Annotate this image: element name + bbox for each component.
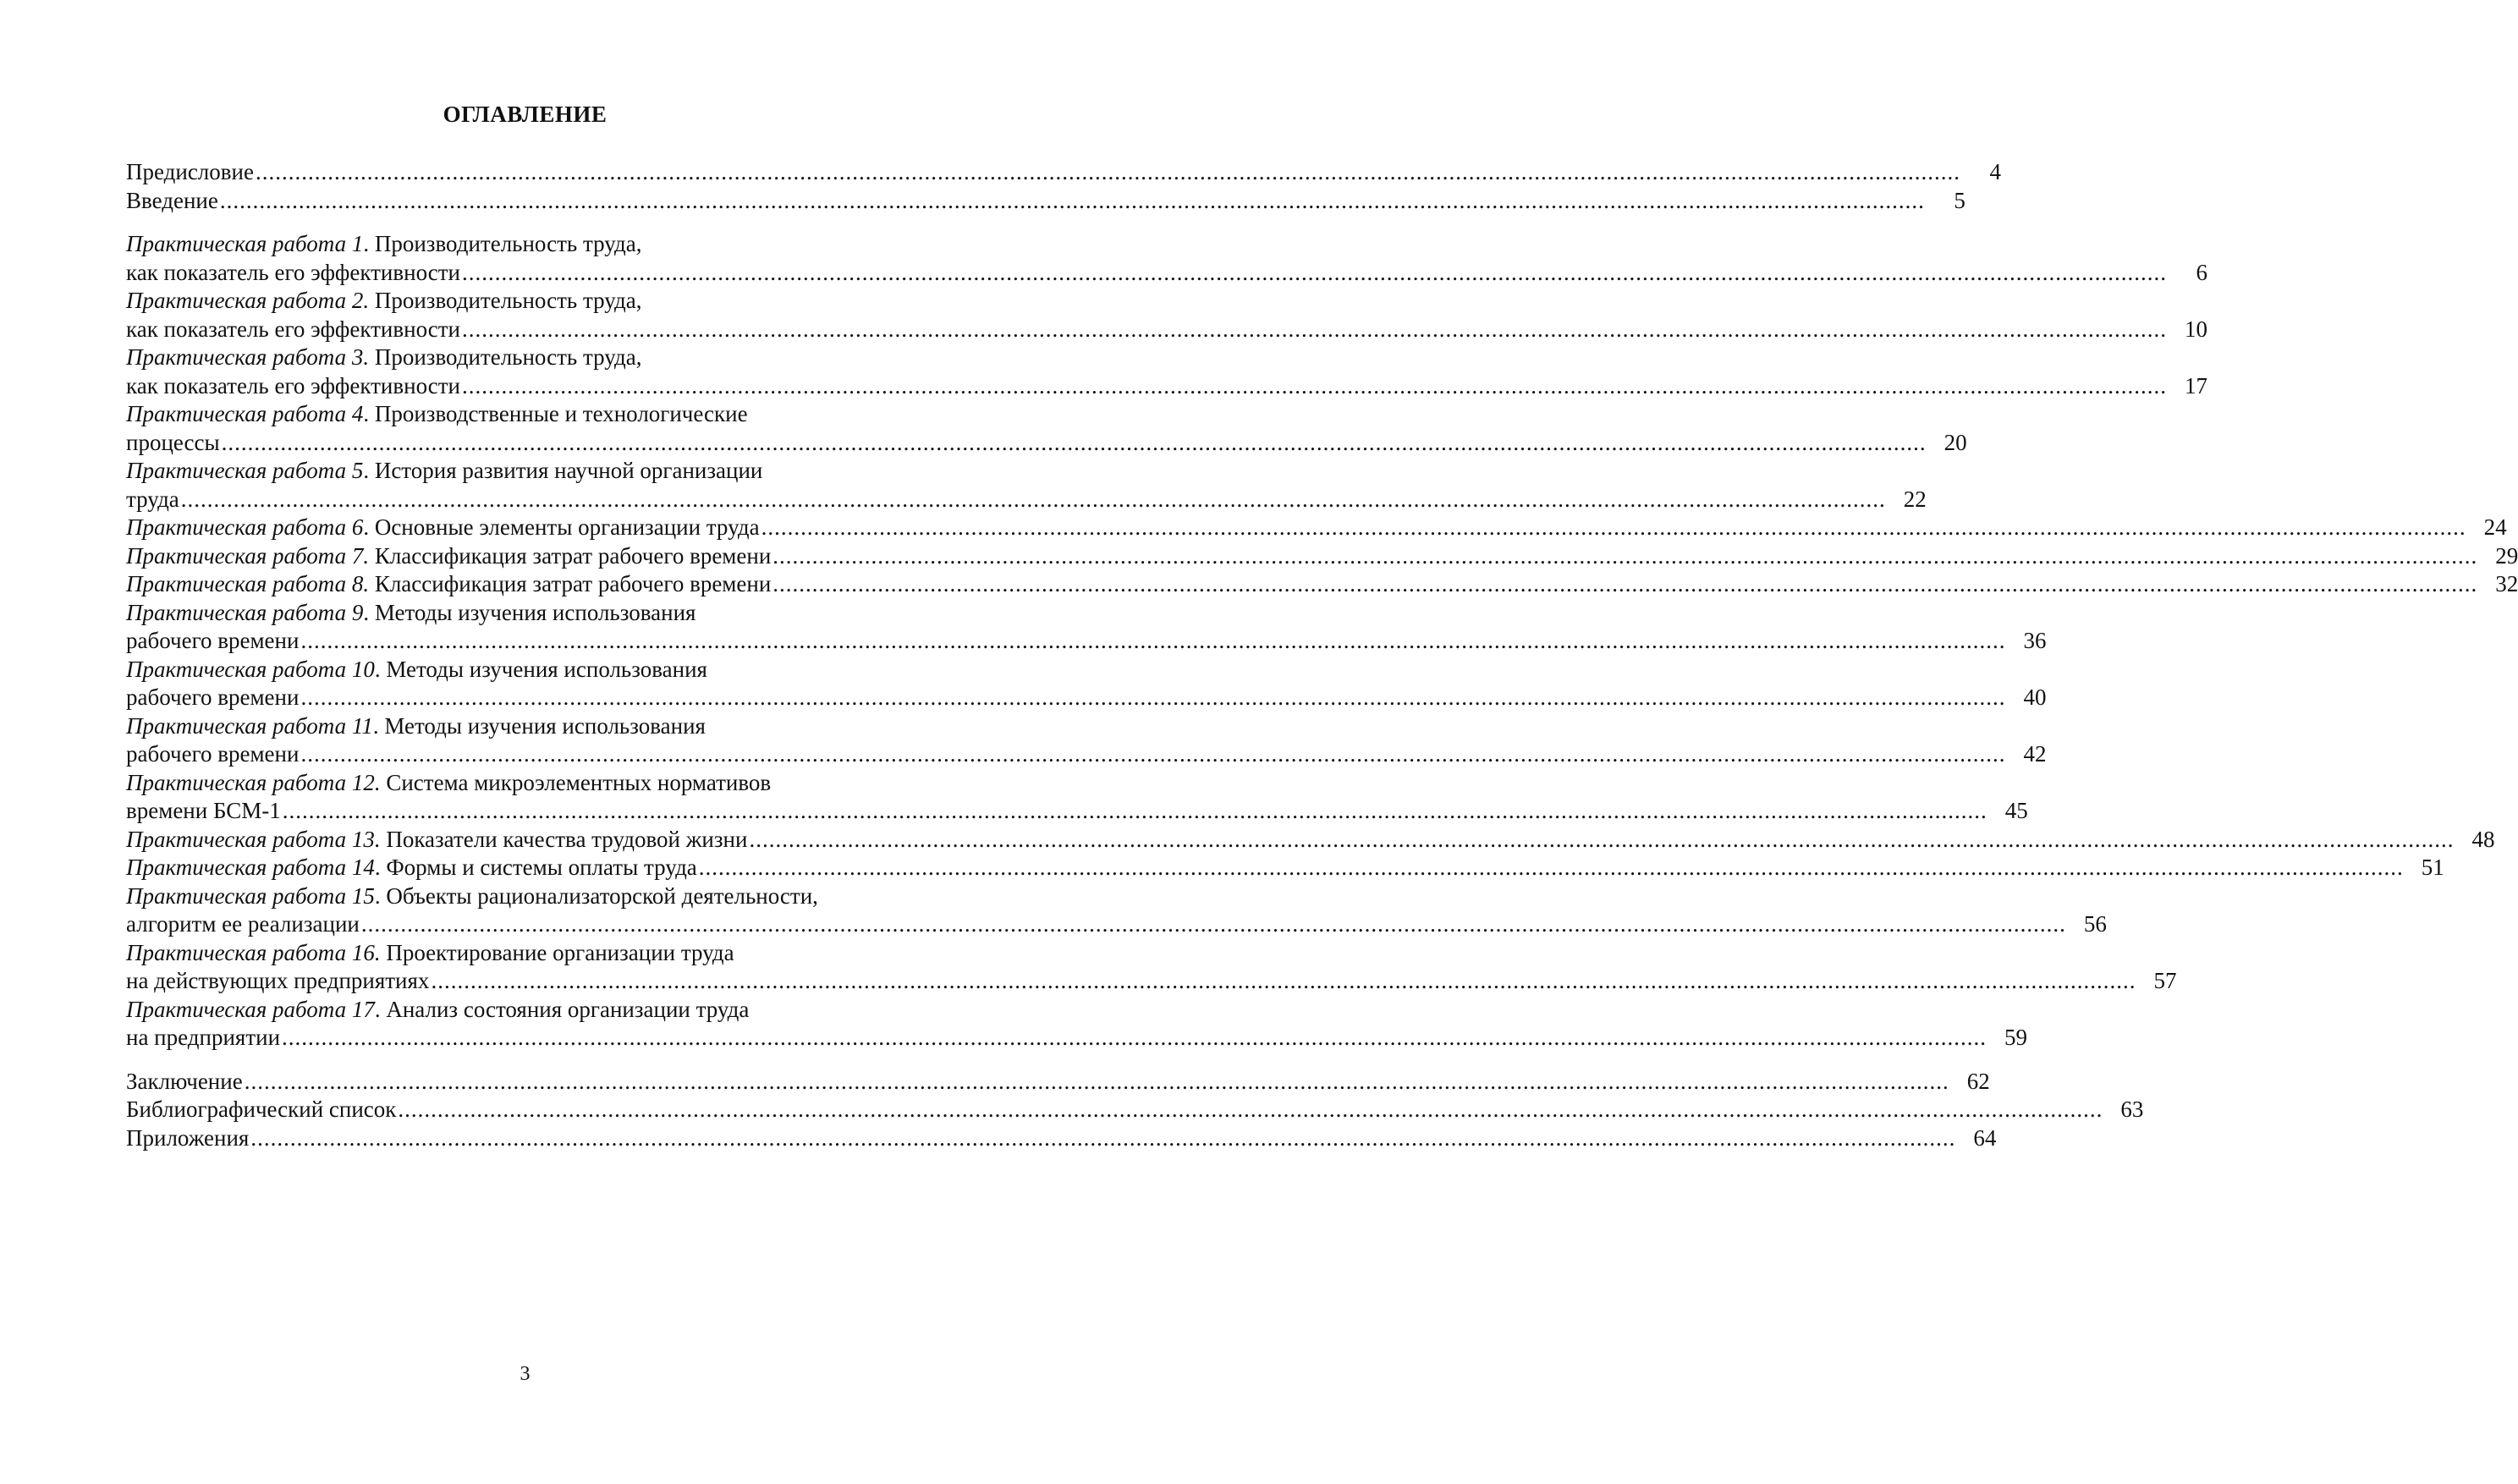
toc-front-matter	[126, 158, 2001, 215]
entry-page: 51	[2421, 855, 2444, 880]
entry-title	[126, 1024, 280, 1053]
entry-text: Введение	[126, 187, 218, 213]
entry-title	[126, 429, 220, 458]
entry-page: 62	[1966, 1068, 1990, 1094]
work-title: Производственные и технологические	[374, 401, 748, 426]
leader-dots: ....................................................................................................................................................................................................................................................................	[761, 514, 2466, 540]
entry-page: 63	[2120, 1097, 2144, 1122]
entry-last-line	[126, 627, 2047, 656]
toc-entry-practical-work	[126, 599, 2047, 656]
entry-line	[126, 570, 2518, 599]
entry-page: 59	[2004, 1025, 2028, 1050]
entry-last-line	[126, 486, 1927, 514]
work-title: Проектирование организации труда	[386, 939, 734, 965]
work-label: Практическая работа 11	[126, 712, 373, 739]
toc-entry-practical-work	[126, 996, 2028, 1053]
entry-first-line	[126, 656, 930, 684]
work-title: Основные элементы организации труда	[374, 514, 760, 540]
toc-entry-practical-work	[126, 457, 1927, 514]
entry-last-line	[126, 316, 2207, 344]
entry-title	[126, 486, 179, 514]
entry-page: 20	[1943, 429, 1967, 455]
entry-text: Библиографический список	[126, 1097, 397, 1122]
page-title: ОГЛАВЛЕНИЕ	[443, 102, 608, 127]
entry-title	[126, 684, 299, 712]
entry-title	[126, 797, 281, 826]
entry-first-line	[126, 939, 930, 968]
entry-text: Приложения	[126, 1124, 250, 1151]
leader-dots: ....................................................................................................................................................................................................................................................................	[282, 1025, 1987, 1050]
leader-dots: ....................................................................................................................................................................................................................................................................	[180, 486, 1886, 512]
work-title: Объекты рационализаторской деятельности,	[386, 882, 818, 909]
entry-page: 36	[2023, 628, 2047, 653]
work-separator: .	[372, 712, 385, 739]
leader-dots: ....................................................................................................................................................................................................................................................................	[772, 542, 2478, 569]
work-label: Практическая работа 3.	[126, 344, 370, 370]
entry-last-line	[126, 684, 2047, 712]
entry-page: 64	[1973, 1124, 1997, 1151]
work-label: Практическая работа 1	[126, 231, 364, 256]
toc-entry-practical-work	[126, 570, 2518, 599]
entry-title	[126, 259, 460, 288]
work-title: Формы и системы оплаты труда	[386, 855, 697, 880]
work-title: История развития научной организации	[374, 458, 763, 483]
work-label: Практическая работа 12.	[126, 769, 381, 795]
leader-dots: ....................................................................................................................................................................................................................................................................	[431, 968, 2136, 993]
toc-entry-practical-work	[126, 514, 2507, 542]
entry-first-line	[126, 882, 930, 911]
toc-entry-practical-work	[126, 656, 2047, 712]
entry-page: 10	[2184, 316, 2207, 342]
entry-last-line	[126, 372, 2207, 401]
work-title: Производительность труда,	[374, 231, 642, 256]
work-title: Методы изучения использования	[384, 712, 706, 739]
entry-first-line	[126, 996, 930, 1025]
toc-entry	[126, 1068, 1990, 1097]
entry-page: 5	[1954, 187, 1965, 213]
toc-entry-practical-work	[126, 344, 2207, 400]
leader-dots: ....................................................................................................................................................................................................................................................................	[698, 855, 2404, 880]
toc-entry-practical-work	[126, 826, 2495, 855]
entry-title	[126, 542, 771, 571]
entry-first-line	[126, 599, 930, 628]
work-separator	[369, 344, 375, 372]
work-title: Система микроэлементных нормативов	[386, 769, 772, 795]
work-separator: .	[363, 401, 375, 426]
toc-practical-works	[126, 230, 2518, 1053]
entry-title	[126, 740, 299, 769]
work-title-continued: труда	[126, 486, 179, 512]
entry-title	[126, 158, 254, 187]
toc-entry-practical-work	[126, 400, 1967, 457]
work-label: Практическая работа 10	[126, 656, 375, 682]
entry-title	[126, 826, 747, 855]
work-separator	[369, 287, 375, 316]
entry-first-line	[126, 769, 930, 798]
toc-entry-practical-work	[126, 882, 2107, 939]
entry-page: 17	[2184, 372, 2207, 398]
work-title-continued: на действующих предприятиях	[126, 968, 430, 993]
entry-first-line	[126, 400, 930, 429]
entry-title	[126, 1124, 249, 1153]
entry-title	[126, 187, 218, 216]
work-title-continued: как показатель его эффективности	[126, 372, 460, 398]
work-separator	[369, 543, 375, 569]
work-title-continued: на предприятии	[126, 1025, 281, 1050]
work-label: Практическая работа 15	[126, 882, 375, 909]
entry-page: 22	[1903, 486, 1927, 512]
leader-dots: ....................................................................................................................................................................................................................................................................	[772, 571, 2478, 596]
work-title: Классификация затрат рабочего времени	[374, 542, 772, 569]
entry-first-line	[126, 344, 930, 372]
entry-last-line	[126, 967, 2177, 996]
leader-dots: ....................................................................................................................................................................................................................................................................	[219, 187, 1925, 213]
entry-page: 56	[2083, 911, 2107, 937]
entry-title	[126, 570, 771, 599]
work-label: Практическая работа 6	[126, 514, 364, 540]
work-separator: .	[374, 882, 387, 909]
work-label: Практическая работа 13.	[126, 826, 381, 852]
entry-title	[126, 627, 299, 656]
leader-dots: ....................................................................................................................................................................................................................................................................	[749, 826, 2455, 852]
leader-dots: ....................................................................................................................................................................................................................................................................	[244, 1068, 1949, 1094]
leader-dots: ....................................................................................................................................................................................................................................................................	[461, 259, 2167, 285]
work-separator: .	[363, 599, 375, 625]
work-separator: .	[363, 231, 375, 256]
toc-entry	[126, 187, 1965, 216]
work-title: Классификация затрат рабочего времени	[374, 571, 772, 596]
leader-dots: ....................................................................................................................................................................................................................................................................	[282, 798, 1987, 823]
leader-dots: ....................................................................................................................................................................................................................................................................	[461, 316, 2167, 342]
work-separator	[369, 571, 375, 596]
work-separator: .	[374, 996, 387, 1022]
entry-title	[126, 967, 429, 996]
entry-title	[126, 854, 697, 882]
entry-title	[126, 372, 460, 401]
entry-line	[126, 514, 2507, 542]
leader-dots: ....................................................................................................................................................................................................................................................................	[300, 684, 2006, 710]
entry-first-line	[126, 230, 930, 259]
entry-title	[126, 910, 360, 939]
work-title-continued: как показатель его эффективности	[126, 259, 460, 285]
leader-dots: ....................................................................................................................................................................................................................................................................	[300, 628, 2006, 653]
entry-page: 24	[2483, 514, 2507, 540]
entry-last-line	[126, 910, 2107, 939]
work-label: Практическая работа 9	[126, 599, 364, 625]
entry-last-line	[126, 259, 2207, 288]
table-of-contents	[126, 158, 2518, 1152]
toc-entry-practical-work	[126, 542, 2518, 571]
work-title-continued: рабочего времени	[126, 741, 300, 767]
entry-last-line	[126, 797, 2028, 826]
work-label: Практическая работа 7.	[126, 542, 370, 569]
entry-title	[126, 1068, 243, 1097]
toc-entry-practical-work	[126, 854, 2444, 882]
work-title: Производительность труда,	[374, 288, 642, 313]
work-separator: .	[374, 656, 387, 682]
toc-entry-practical-work	[126, 287, 2207, 344]
page-number: 3	[520, 1363, 531, 1385]
entry-title	[126, 514, 760, 542]
leader-dots: ....................................................................................................................................................................................................................................................................	[398, 1097, 2103, 1122]
entry-page: 40	[2023, 684, 2047, 710]
work-label: Практическая работа 2.	[126, 288, 370, 313]
entry-page: 45	[2004, 798, 2028, 823]
work-label: Практическая работа 4	[126, 401, 364, 426]
work-title: Производительность труда,	[374, 344, 642, 370]
work-separator	[381, 769, 387, 798]
work-label: Практическая работа 5	[126, 458, 364, 483]
entry-page: 57	[2153, 968, 2177, 993]
toc-entry	[126, 1124, 1997, 1153]
entry-page: 32	[2495, 571, 2518, 596]
entry-last-line	[126, 740, 2047, 769]
entry-page: 4	[1989, 159, 2001, 184]
work-title-continued: рабочего времени	[126, 684, 300, 710]
work-title-continued: времени БСМ-1	[126, 798, 281, 823]
toc-entry-practical-work	[126, 712, 2047, 769]
work-label: Практическая работа 8.	[126, 571, 370, 596]
toc-entry-practical-work	[126, 769, 2028, 826]
entry-page: 6	[2196, 259, 2207, 285]
work-title: Методы изучения использования	[374, 599, 696, 625]
leader-dots: ....................................................................................................................................................................................................................................................................	[255, 159, 1960, 184]
leader-dots: ....................................................................................................................................................................................................................................................................	[461, 372, 2167, 398]
leader-dots: ....................................................................................................................................................................................................................................................................	[250, 1124, 1956, 1151]
work-title-continued: алгоритм ее реализации	[126, 911, 360, 937]
entry-page: 48	[2471, 826, 2495, 852]
work-separator: .	[363, 458, 375, 483]
toc-entry	[126, 158, 2001, 187]
work-label: Практическая работа 16.	[126, 939, 381, 965]
entry-first-line	[126, 712, 930, 741]
toc-entry-practical-work	[126, 230, 2207, 287]
work-title-continued: как показатель его эффективности	[126, 316, 460, 342]
work-title-continued: процессы	[126, 429, 220, 455]
entry-text: Предисловие	[126, 159, 254, 184]
entry-last-line	[126, 429, 1967, 458]
work-title: Показатели качества трудовой жизни	[386, 826, 748, 852]
work-separator: .	[374, 855, 387, 880]
toc-back-matter	[126, 1068, 2144, 1153]
entry-line	[126, 826, 2495, 855]
entry-text: Заключение	[126, 1068, 243, 1094]
toc-entry-practical-work	[126, 939, 2177, 996]
entry-first-line	[126, 287, 930, 316]
entry-first-line	[126, 457, 930, 486]
work-label: Практическая работа 17	[126, 996, 375, 1022]
toc-entry	[126, 1096, 2144, 1124]
work-title: Методы изучения использования	[386, 656, 707, 682]
work-title-continued: рабочего времени	[126, 628, 300, 653]
entry-line	[126, 542, 2518, 571]
work-title: Анализ состояния организации труда	[386, 996, 750, 1022]
work-separator	[381, 939, 387, 968]
work-separator: .	[363, 514, 375, 540]
work-label: Практическая работа 14	[126, 855, 375, 880]
leader-dots: ....................................................................................................................................................................................................................................................................	[300, 741, 2006, 767]
entry-line	[126, 854, 2444, 882]
entry-title	[126, 316, 460, 344]
leader-dots: ....................................................................................................................................................................................................................................................................	[221, 429, 1927, 455]
entry-page: 42	[2023, 741, 2047, 767]
entry-last-line	[126, 1024, 2028, 1053]
leader-dots: ....................................................................................................................................................................................................................................................................	[360, 911, 2066, 937]
entry-page: 29	[2495, 542, 2518, 569]
entry-title	[126, 1096, 396, 1124]
